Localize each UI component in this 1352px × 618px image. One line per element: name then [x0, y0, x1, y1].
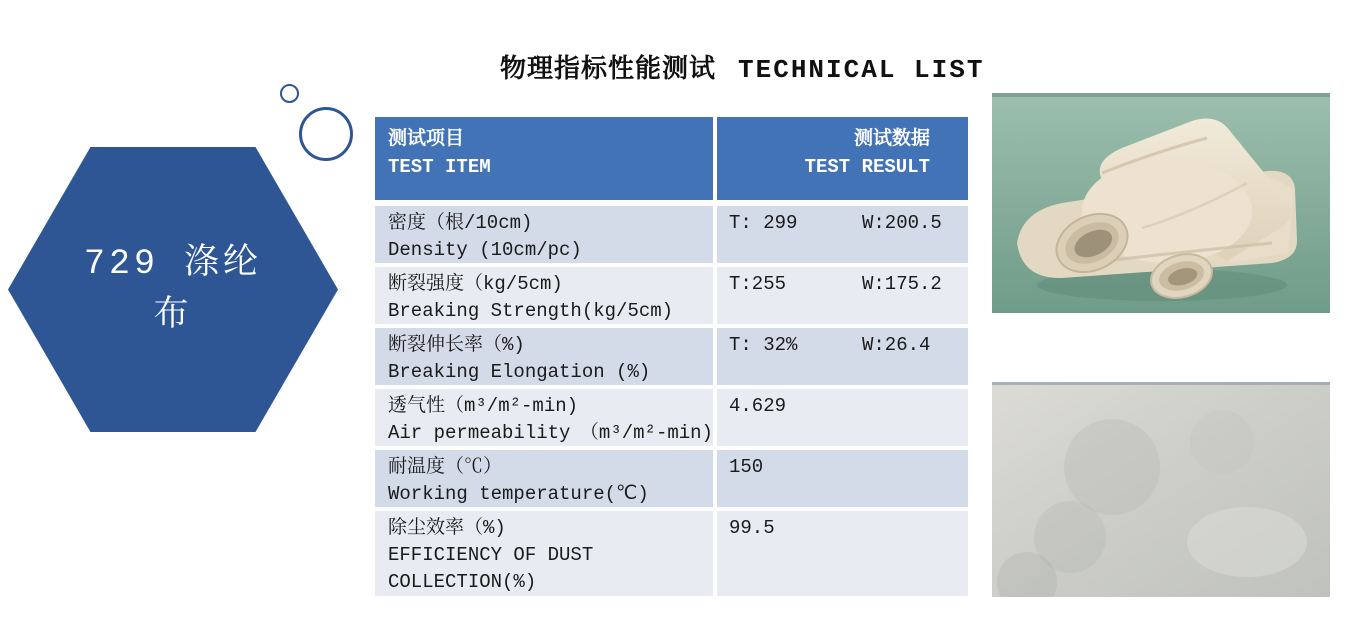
test-result-cell [717, 328, 968, 385]
table-row-density [375, 206, 968, 263]
product-name-line1: 729 涤纶 [83, 243, 262, 284]
page-title-cn: 物理指标性能测试 [500, 55, 717, 85]
decor-circle-small [280, 84, 299, 103]
header-test-item-cn: 测试项目 [388, 128, 465, 150]
result-value: 99.5 [729, 517, 775, 539]
product-hexagon [8, 147, 338, 432]
test-result-cell [717, 511, 968, 596]
test-item-cn: 密度（根/10cm) [388, 212, 533, 234]
result-w-value: W:200.5 [862, 212, 942, 234]
table-row-breaking-elongation [375, 328, 968, 385]
test-item-en: EFFICIENCY OF DUST [388, 544, 594, 566]
result-t-value: T: 299 [729, 212, 798, 234]
result-w-value: W:26.4 [862, 334, 931, 356]
test-item-en: Breaking Strength(kg/5cm) [388, 300, 674, 322]
page-title [500, 48, 984, 85]
table-row-working-temperature [375, 450, 968, 507]
test-result-cell [717, 206, 968, 263]
table-row-air-permeability [375, 389, 968, 446]
test-item-en: Breaking Elongation (%) [388, 361, 651, 383]
header-test-item-en: TEST ITEM [388, 156, 491, 178]
test-item-cell [375, 450, 713, 507]
test-item-cell [375, 206, 713, 263]
test-item-cell [375, 328, 713, 385]
test-item-cn: 耐温度（℃） [388, 456, 503, 478]
test-item-cell [375, 267, 713, 324]
table-row-dust-efficiency [375, 511, 968, 596]
test-item-en: Density (10cm/pc) [388, 239, 582, 261]
test-item-cn: 透气性（m³/m²-min) [388, 395, 579, 417]
header-test-item [375, 117, 713, 200]
result-value: 4.629 [729, 395, 787, 417]
test-item-cell [375, 389, 713, 446]
test-result-cell [717, 450, 968, 507]
test-item-cell [375, 511, 713, 596]
table-header-row [375, 117, 968, 200]
fabric-closeup-photo [992, 382, 1330, 597]
test-item-cn: 断裂伸长率（%) [388, 334, 525, 356]
test-result-cell [717, 267, 968, 324]
product-name-line2: 布 [153, 295, 193, 336]
table-row-breaking-strength [375, 267, 968, 324]
result-t-value: T:255 [729, 273, 787, 295]
header-test-result [717, 117, 968, 200]
page-title-en: TECHNICAL LIST [738, 55, 985, 85]
result-t-value: T: 32% [729, 334, 798, 356]
test-item-en: Air permeability （m³/m²-min) [388, 422, 713, 444]
test-item-cn: 除尘效率（%) [388, 517, 506, 539]
test-item-en-line2: COLLECTION(%) [388, 571, 537, 593]
header-test-result-cn: 测试数据 [853, 128, 930, 150]
test-result-cell [717, 389, 968, 446]
result-w-value: W:175.2 [862, 273, 942, 295]
technical-table [375, 117, 968, 600]
filter-bags-photo [992, 93, 1330, 313]
header-test-result-en: TEST RESULT [804, 156, 930, 178]
test-item-en: Working temperature(℃) [388, 483, 649, 505]
result-value: 150 [729, 456, 764, 478]
test-item-cn: 断裂强度（kg/5cm) [388, 273, 563, 295]
product-name [8, 147, 338, 432]
